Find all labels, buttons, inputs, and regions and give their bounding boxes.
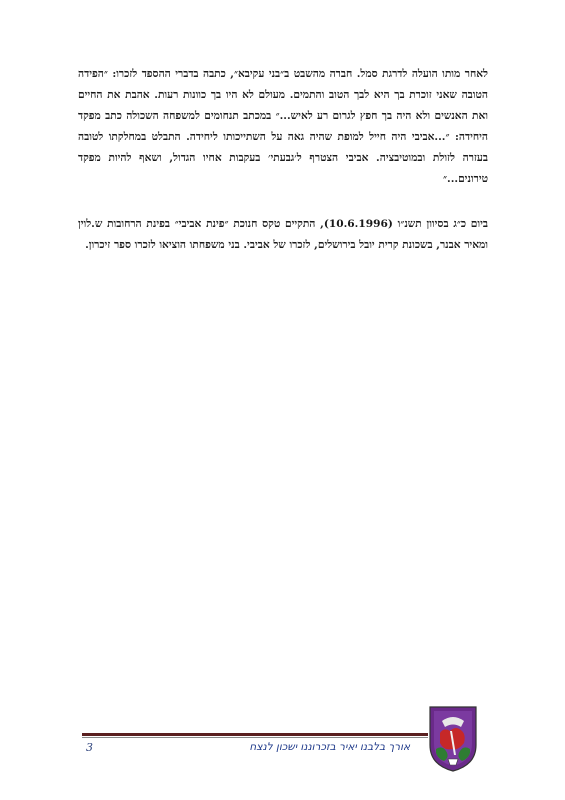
document-body-2 [78,214,488,256]
footer-rule [82,733,428,736]
givati-brigade-emblem-icon [428,705,478,773]
footer-title: אורך בלבנו יאיר בזכרוננו ישכון לנצח [249,741,410,753]
document-body [78,64,488,190]
page-number: 3 [86,741,93,754]
paragraph-1: לאחר מותו הועלה לדרגת סמל. חברה מהשבט ב״בני עקיבא״, כתבה בדברי ההספד לזכרו: ״הפידה הטובה שאני זוכרת בך היא לבך הטוב והתמים. מעולם לא היו בך כוונות רעות. אהבת את החיים ואת האנשים ולא היה בך חפץ לגרום רע לאיש...״ במכתב תנחומים למשפחה השכולה כתב מפקד היחידה: ״...אביבי היה חייל למופת שהיה גאה על השתייכותו ליחידה. התבלט במחלקתו לטובה בעזרה לזולת ובמוטיבציה. אביבי הצטרף ל׳גבעתי׳ בעקבות אחיו הגדול, ושאף להיות מפקד טירונים...״ [78,68,488,185]
paragraph-2: ביום כ״ג בסיוון תשנ״ו (10.6.1996), התקיים טקס חנוכת ״פינת אביבי״ בפינת הרחובות ש.לוין ומאיר אבנר, בשכונת קרית יובל בירושלים, לזכרו של אביבי. בני משפחתו הוציאו לזכרו ספר זיכרון. [78,218,488,251]
footer-rule-thin [82,737,428,738]
